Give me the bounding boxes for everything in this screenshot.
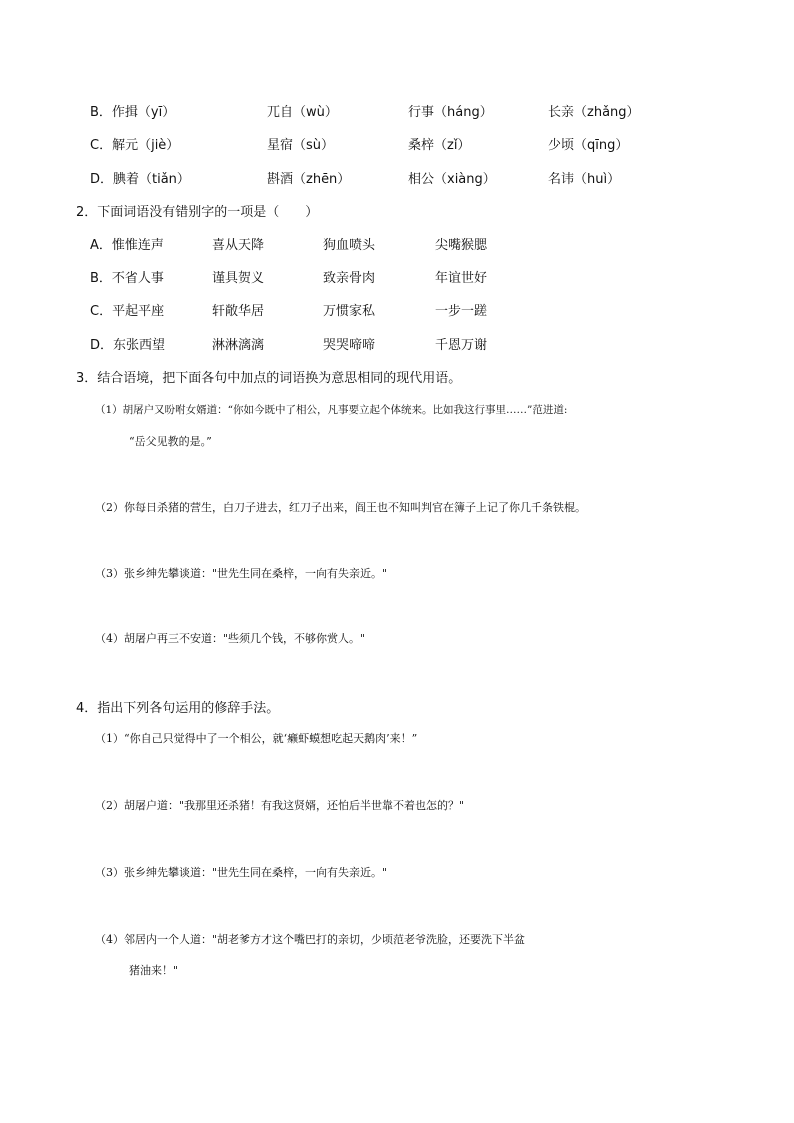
q2-option-d-3: 哭哭啼啼	[323, 338, 376, 353]
q1-option-b-4: 长亲（zhǎng）	[548, 105, 640, 120]
q1-option-d-3: 相公（xiàng）	[408, 172, 496, 187]
q2-option-d-2: 淋淋漓漓	[212, 338, 265, 353]
q1-option-d-4: 名讳（huì）	[548, 172, 621, 187]
q2-option-b-2: 谨具贺义	[212, 271, 265, 286]
q3-sentence-4: （4）胡屠户再三不安道："些须几个钱，不够你赏人。"	[95, 632, 366, 645]
q4-sentence-4-line-2: 猪油来！"	[129, 964, 179, 977]
q3-sentence-3: （3）张乡绅先攀谈道："世先生同在桑梓，一向有失亲近。"	[95, 567, 388, 580]
q2-option-a-1: A．惟惟连声	[90, 238, 164, 253]
q2-title: 2．下面词语没有错别字的一项是（ ）	[76, 205, 319, 220]
q3-sentence-1-line-1: （1）胡屠户又吩咐女婿道：“你如今既中了相公，凡事要立起个体统来。比如我这行事里……”范进道:	[95, 404, 568, 416]
q1-option-c-3: 桑梓（zǐ）	[408, 138, 471, 153]
q2-option-c-3: 万惯家私	[323, 304, 376, 319]
q4-sentence-1: （1）“你自己只觉得中了一个相公，就‘癞虾蟆想吃起天鹅肉’来！”	[95, 732, 418, 745]
q1-option-b-3: 行事（háng）	[408, 105, 493, 120]
q4-title: 4．指出下列各句运用的修辞手法。	[76, 701, 280, 716]
q2-option-c-2: 轩敞华居	[212, 304, 265, 319]
q3-title: 3．结合语境，把下面各句中加点的词语换为意思相同的现代用语。	[76, 371, 462, 386]
q1-option-d-2: 斟酒（zhēn）	[267, 172, 351, 187]
q2-option-a-4: 尖嘴猴腮	[435, 238, 488, 253]
q3-sentence-1-line-2: “岳父见教的是。”	[129, 435, 212, 448]
q1-option-c-4: 少顷（qīng）	[548, 138, 629, 153]
q2-option-d-1: D．东张西望	[90, 338, 166, 353]
q1-option-c-2: 星宿（sù）	[267, 138, 335, 153]
q2-option-a-3: 狗血喷头	[323, 238, 376, 253]
q3-sentence-2: （2）你每日杀猪的营生，白刀子进去，红刀子出来，阎王也不知叫判官在簿子上记了你几千条铁棍。	[95, 501, 586, 514]
q2-option-b-3: 致亲骨肉	[323, 271, 376, 286]
q2-option-a-2: 喜从天降	[212, 238, 265, 253]
q4-sentence-3: （3）张乡绅先攀谈道："世先生同在桑梓，一向有失亲近。"	[95, 866, 388, 879]
q1-option-b-1: B．作揖（yī）	[90, 105, 176, 120]
q2-option-c-4: 一步一蹉	[435, 304, 488, 319]
q1-option-d-1: D．腆着（tiǎn）	[90, 172, 190, 187]
q2-option-b-1: B．不省人事	[90, 271, 164, 286]
q1-option-c-1: C．解元（jiè）	[90, 138, 180, 153]
q2-option-c-1: C．平起平座	[90, 304, 165, 319]
q4-sentence-4-line-1: （4）邻居内一个人道："胡老爹方才这个嘴巴打的亲切，少顷范老爷洗脸，还要洗下半盆	[95, 933, 526, 946]
q2-option-b-4: 年谊世好	[435, 271, 488, 286]
q2-option-d-4: 千恩万谢	[435, 338, 488, 353]
q1-option-b-2: 兀自（wù）	[267, 105, 338, 120]
q4-sentence-2: （2）胡屠户道："我那里还杀猪！有我这贤婿，还怕后半世靠不着也怎的？"	[95, 799, 465, 812]
